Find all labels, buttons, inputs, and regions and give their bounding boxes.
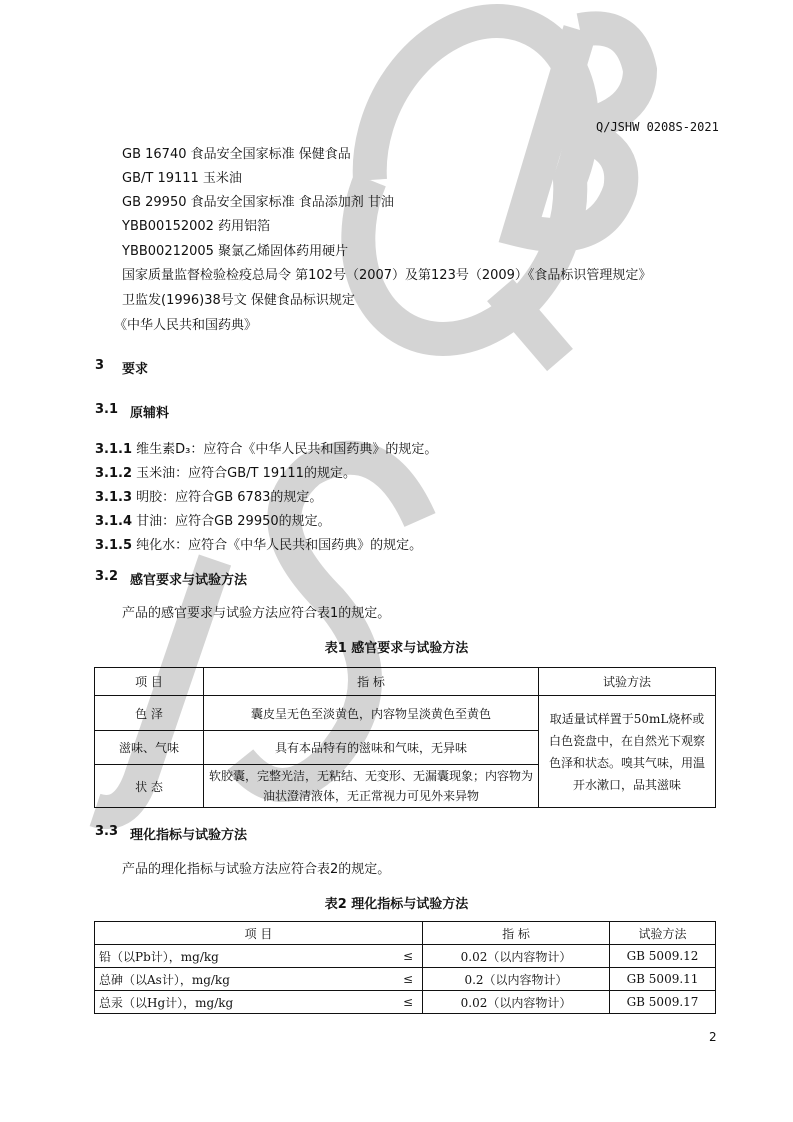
section-3-2-number: 3.2 <box>95 569 119 584</box>
reference-item: YBB00152002 药用铝箔 <box>122 219 271 234</box>
table-cell: 0.02（以内容物计） <box>423 945 610 968</box>
table-cell: 取适量试样置于50mL烧杯或白色瓷盘中，在自然光下观察色泽和状态。嗅其气味，用温开水漱口，品其滋味 <box>539 696 716 808</box>
table-header: 指 标 <box>204 668 539 696</box>
reference-item: 国家质量监督检验检疫总局令 第102号（2007）及第123号（2009）《食品标识管理规定》 <box>122 268 652 283</box>
table-header: 指 标 <box>423 922 610 945</box>
section-3-1-title: 原辅料 <box>130 406 170 421</box>
table-header: 试验方法 <box>610 922 716 945</box>
table-cell: 0.02（以内容物计） <box>423 991 610 1014</box>
section-3-3-title: 理化指标与试验方法 <box>130 828 248 843</box>
section-3-2-paragraph: 产品的感官要求与试验方法应符合表1的规定。 <box>122 606 391 621</box>
table-cell: GB 5009.17 <box>610 991 716 1014</box>
table-row <box>95 968 716 991</box>
table-cell: GB 5009.12 <box>610 945 716 968</box>
material-item: 3.1.5 纯化水：应符合《中华人民共和国药典》的规定。 <box>95 538 423 553</box>
table-row <box>95 696 716 731</box>
section-3-3-paragraph: 产品的理化指标与试验方法应符合表2的规定。 <box>122 862 391 877</box>
table-cell: 具有本品特有的滋味和气味，无异味 <box>204 731 539 765</box>
reference-item: YBB00212005 聚氯乙烯固体药用硬片 <box>122 244 349 259</box>
sensory-table <box>94 667 716 808</box>
table-header: 试验方法 <box>539 668 716 696</box>
table2-title: 表2 理化指标与试验方法 <box>324 897 469 912</box>
material-item: 3.1.3 明胶：应符合GB 6783的规定。 <box>95 490 323 505</box>
section-3-3-number: 3.3 <box>95 824 119 839</box>
doc-code: Q/JSHW 0208S-2021 <box>596 120 719 134</box>
material-item: 3.1.2 玉米油：应符合GB/T 19111的规定。 <box>95 466 356 481</box>
table-cell: 囊皮呈无色至淡黄色，内容物呈淡黄色至黄色 <box>204 696 539 731</box>
table-cell: ≤ <box>394 968 423 991</box>
section-3-title: 要求 <box>122 362 149 377</box>
section-3-2-title: 感官要求与试验方法 <box>130 573 248 588</box>
table-cell: 总砷（以As计），mg/kg <box>95 968 395 991</box>
reference-item: GB/T 19111 玉米油 <box>122 171 242 186</box>
table-row <box>95 991 716 1014</box>
physicochemical-table <box>94 921 716 1014</box>
table-row <box>95 945 716 968</box>
table-cell: ≤ <box>394 945 423 968</box>
table-cell: ≤ <box>394 991 423 1014</box>
table-cell: 色 泽 <box>95 696 204 731</box>
table-cell: GB 5009.11 <box>610 968 716 991</box>
table-cell: 铅（以Pb计），mg/kg <box>95 945 395 968</box>
material-item: 3.1.4 甘油：应符合GB 29950的规定。 <box>95 514 331 529</box>
table-header: 项 目 <box>95 922 423 945</box>
table-cell: 总汞（以Hg计），mg/kg <box>95 991 395 1014</box>
material-item: 3.1.1 维生素D₃：应符合《中华人民共和国药典》的规定。 <box>95 442 438 457</box>
table1-title: 表1 感官要求与试验方法 <box>324 641 469 656</box>
reference-item: 《中华人民共和国药典》 <box>114 318 258 333</box>
table-cell: 0.2（以内容物计） <box>423 968 610 991</box>
page-number: 2 <box>709 1030 717 1044</box>
reference-item: GB 29950 食品安全国家标准 食品添加剂 甘油 <box>122 195 394 210</box>
reference-item: 卫监发(1996)38号文 保健食品标识规定 <box>122 293 355 308</box>
table-cell: 状 态 <box>95 765 204 808</box>
table-cell: 滋味、气味 <box>95 731 204 765</box>
section-3-number: 3 <box>95 358 105 373</box>
section-3-1-number: 3.1 <box>95 402 119 417</box>
reference-item: GB 16740 食品安全国家标准 保健食品 <box>122 147 351 162</box>
table-header: 项 目 <box>95 668 204 696</box>
table-cell: 软胶囊，完整光洁，无粘结、无变形、无漏囊现象；内容物为油状澄清液体，无正常视力可见外来异物 <box>204 765 539 808</box>
